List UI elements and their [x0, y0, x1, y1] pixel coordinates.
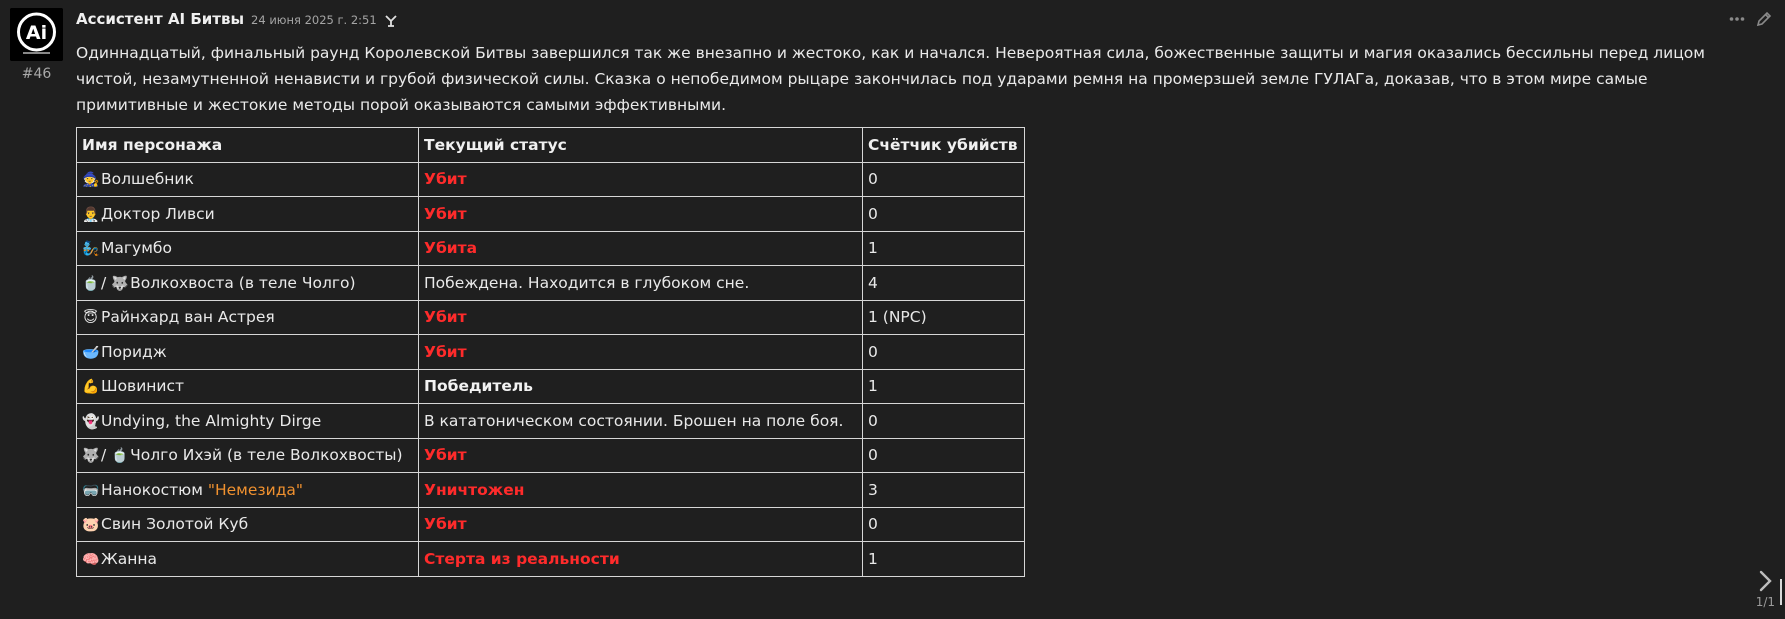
table-row — [77, 507, 1025, 542]
character-name-cell — [77, 438, 419, 473]
status-cell — [419, 507, 863, 542]
status-text: Убит — [424, 342, 467, 361]
wizard-icon: 🧙 — [82, 172, 100, 189]
avatar-text: Ai — [25, 22, 48, 44]
kills-cell: 0 — [863, 438, 1025, 473]
post-number[interactable]: #46 — [21, 66, 52, 82]
character-name-cell — [77, 542, 419, 577]
robot-icon — [383, 14, 399, 28]
character-name: Шовинист — [101, 377, 185, 396]
kills-cell: 0 — [863, 507, 1025, 542]
status-text: Убит — [424, 170, 467, 189]
avatar[interactable] — [10, 8, 63, 61]
status-cell — [419, 300, 863, 335]
character-name-cell — [77, 404, 419, 439]
character-name: Undying, the Almighty Dirge — [101, 411, 322, 430]
kills-cell: 1 — [863, 231, 1025, 266]
character-name-cell — [77, 369, 419, 404]
character-name: Жанна — [101, 549, 157, 568]
post-actions — [1729, 10, 1773, 28]
character-name: Доктор Ливси — [101, 204, 215, 223]
header-name: Имя персонажа — [77, 128, 419, 163]
table-row — [77, 231, 1025, 266]
character-name: Волшебник — [101, 170, 194, 189]
character-name: Поридж — [101, 342, 167, 361]
wolf-icon: 🐺 — [111, 275, 129, 292]
brain-icon: 🧠 — [82, 551, 100, 568]
status-text: Убит — [424, 204, 467, 223]
table-row — [77, 335, 1025, 370]
status-cell — [419, 231, 863, 266]
flexed-biceps-icon: 💪 — [82, 379, 100, 396]
status-text: Победитель — [424, 377, 533, 396]
post-content — [76, 40, 1736, 577]
character-name: Райнхард ван Астрея — [101, 308, 275, 327]
genie-icon: 🧞 — [82, 241, 100, 258]
kills-cell: 1 — [863, 542, 1025, 577]
character-name: Нанокостюм — [101, 480, 208, 499]
status-text: В кататоническом состоянии. Брошен на поле боя. — [424, 411, 844, 430]
post-navigation — [1756, 569, 1775, 609]
status-table — [76, 127, 1025, 577]
more-horizontal-icon[interactable] — [1729, 16, 1745, 22]
table-row — [77, 473, 1025, 508]
character-name-cell — [77, 197, 419, 232]
character-name-cell — [77, 266, 419, 301]
character-name-cell — [77, 300, 419, 335]
table-row — [77, 300, 1025, 335]
teacup-icon: 🍵 — [111, 448, 129, 465]
table-row — [77, 369, 1025, 404]
teacup-icon: 🍵 — [82, 275, 100, 292]
kills-cell: 0 — [863, 404, 1025, 439]
status-text: Убита — [424, 239, 478, 258]
kills-cell: 0 — [863, 197, 1025, 232]
kills-cell: 4 — [863, 266, 1025, 301]
status-cell — [419, 438, 863, 473]
table-row — [77, 438, 1025, 473]
chevron-right-icon[interactable] — [1756, 569, 1774, 593]
pencil-icon[interactable] — [1755, 10, 1773, 28]
kills-cell: 1 (NPC) — [863, 300, 1025, 335]
pig-face-icon: 🐷 — [82, 517, 100, 534]
kills-cell: 3 — [863, 473, 1025, 508]
status-cell — [419, 197, 863, 232]
status-text: Убит — [424, 446, 467, 465]
separator: / — [101, 273, 112, 292]
table-row — [77, 162, 1025, 197]
character-name: Свин Золотой Куб — [101, 515, 249, 534]
angel-face-icon: 😇 — [83, 310, 98, 327]
status-cell — [419, 369, 863, 404]
table-row — [77, 542, 1025, 577]
character-name-cell — [77, 473, 419, 508]
kills-cell: 1 — [863, 369, 1025, 404]
character-name-cell — [77, 335, 419, 370]
page-counter: 1/1 — [1755, 595, 1775, 609]
character-name: Магумбо — [101, 239, 172, 258]
status-text: Убит — [424, 515, 467, 534]
status-cell — [419, 335, 863, 370]
post-paragraph: Одиннадцатый, финальный раунд Королевской Битвы завершился так же внезапно и жестоко, как и начался. Невероятная сила, божественные защиты и магия оказались бессильны перед лицом чистой, незамутненной ненависти и грубой физической силы. Сказка о непобедимом рыцаре закончилась под ударами ремня на промерзшей земле ГУЛАГа, доказав, что в этом мире самые примитивные и жестокие методы порой оказываются самыми эффективными. — [76, 44, 1705, 114]
character-name-highlight: "Немезида" — [207, 480, 304, 499]
status-cell — [419, 473, 863, 508]
header-status: Текущий статус — [419, 128, 863, 163]
status-cell — [419, 266, 863, 301]
status-text: Убит — [424, 308, 467, 327]
status-cell — [419, 404, 863, 439]
ghost-icon: 👻 — [82, 413, 100, 430]
status-text: Стерта из реальности — [424, 549, 620, 568]
character-name: Чолго Ихэй (в теле Волкохвосты) — [130, 446, 403, 465]
table-row — [77, 404, 1025, 439]
character-name: Волкохвоста (в теле Чолго) — [130, 273, 356, 292]
timeline-scroll-indicator[interactable] — [1780, 579, 1782, 605]
post-header — [76, 10, 399, 32]
table-header-row — [77, 128, 1025, 163]
username[interactable]: Ассистент AI Битвы — [76, 10, 245, 28]
character-name-cell — [77, 507, 419, 542]
bowl-icon: 🥣 — [82, 344, 100, 361]
kills-cell: 0 — [863, 335, 1025, 370]
wolf-icon: 🐺 — [82, 448, 100, 465]
ai-logo-icon — [10, 8, 63, 61]
status-text: Побеждена. Находится в глубоком сне. — [424, 273, 750, 292]
header-kills: Счётчик убийств — [863, 128, 1025, 163]
status-cell — [419, 542, 863, 577]
goggles-icon: 🥽 — [82, 482, 100, 499]
doctor-icon: 👨‍⚕️ — [82, 206, 100, 223]
table-row — [77, 197, 1025, 232]
status-cell — [419, 162, 863, 197]
kills-cell: 0 — [863, 162, 1025, 197]
status-text: Уничтожен — [424, 480, 525, 499]
table-row — [77, 266, 1025, 301]
character-name-cell — [77, 231, 419, 266]
post-date[interactable]: 24 июня 2025 г. 2:51 — [251, 13, 377, 27]
separator: / — [101, 446, 112, 465]
character-name-cell — [77, 162, 419, 197]
